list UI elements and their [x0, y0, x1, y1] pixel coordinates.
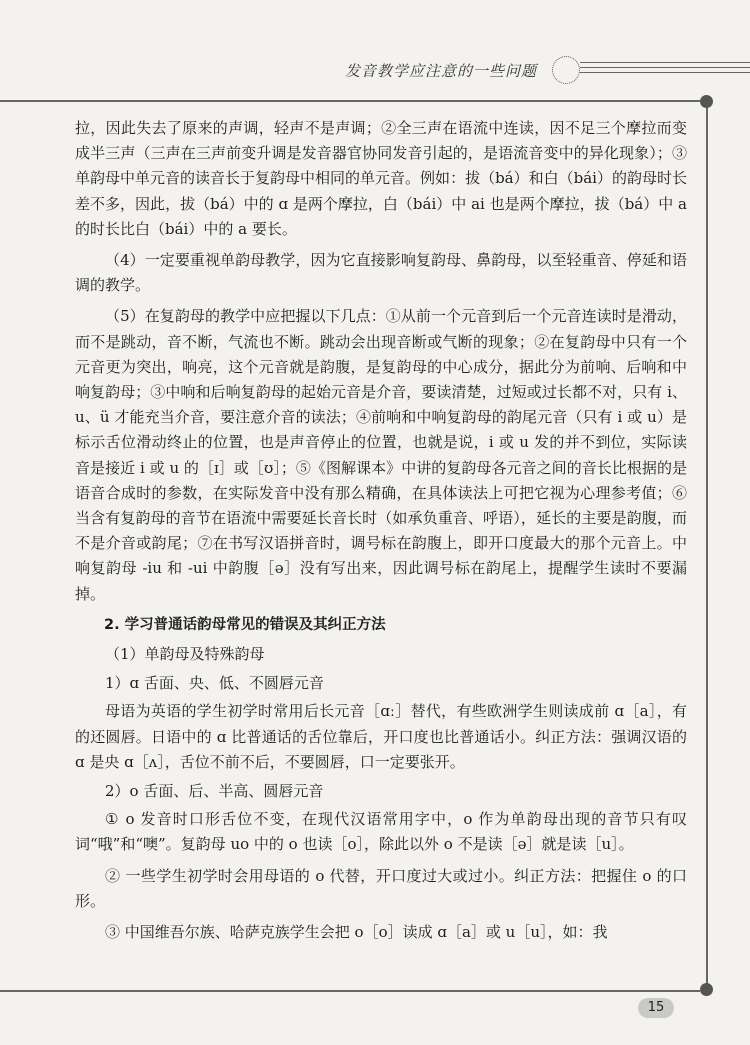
paragraph-o-1: ① o 发音时口形舌位不变，在现代汉语常用字中，o 作为单韵母出现的音节只有叹词“哦”和“噢”。复韵母 uo 中的 o 也读［o］，除此以外 o 不是读［ə］就是读［u］。 [75, 810, 687, 854]
paragraph-continuation: 拉，因此失去了原来的声调，轻声不是声调；②全三声在语流中连读，因不足三个摩拉而变成半三声（三声在三声前变升调是发音器官协同发音引起的，是语流音变中的异化现象）；③单韵母中单元音的读音长于复韵母中相同的单元音。例如：拔（bá）和白（bái）的韵母时长差不多，因此，拔（bá）中的 ɑ 是两个摩拉，白（bái）中 ai 也是两个摩拉，拔（bá）中 a 的时长比白（bái）中的 a 要长。 [75, 119, 687, 238]
section-heading: 2. 学习普通话韵母常见的错误及其纠正方法 [104, 616, 386, 633]
paragraph-o-2: ② 一些学生初学时会用母语的 o 代替，开口度过大或过小。纠正方法：把握住 o 的口形。 [75, 866, 687, 910]
item-heading-o: 2）o 舌面、后、半高、圆唇元音 [105, 782, 324, 801]
page-number-badge: 15 [638, 998, 674, 1018]
item-heading-a: 1）ɑ 舌面、央、低、不圆唇元音 [105, 674, 324, 693]
subsection-heading: （1）单韵母及特殊韵母 [105, 645, 265, 664]
header-decorative-lines [580, 62, 750, 77]
running-header-title: 发音教学应注意的一些问题 [345, 62, 538, 80]
paragraph-point-5: （5）在复韵母的教学中应把握以下几点：①从前一个元音到后一个元音连读时是滑动，而不是跳动，音不断，气流也不断。跳动会出现音断或气断的现象；②在复韵母中只有一个元音更为突出，响亮，这个元音就是韵腹，是复韵母的中心成分，据此分为前响、后响和中响复韵母；③中响和后响复韵母的起始元音是介音，要读清楚，过短或过长都不对，只有 i、u、ü 才能充当介音，要注意介音的读法；④前响和中响复韵母的韵尾元音（只有 i 或 u）是标示舌位滑动终止的位置，也是声音停止的位置，也就是说，i 或 u 发的并不到位，实际读音是接近 i 或 u 的［ɪ］或［ʊ］；⑤《图解课本》中讲的复韵母各元音之间的音长比根据的是语音合成时的参数，在实际发音中没有那么精确，在具体读法上可把它视为心理参考值；⑥当含有复韵母的音节在语流中需要延长音长时（如承负重音、呼语），延长的主要是韵腹，而不是介音或韵尾；⑦在书写汉语拼音时，调号标在韵腹上，即开口度最大的那个元音上。中响复韵母 -iu 和 -ui 中韵腹［ə］没有写出来，因此调号标在韵尾上，提醒学生读时不要漏掉。 [75, 307, 687, 603]
body-text [75, 116, 687, 945]
paragraph-point-4: （4）一定要重视单韵母教学，因为它直接影响复韵母、鼻韵母，以至轻重音、停延和语调的教学。 [75, 251, 687, 295]
corner-dot-top [700, 95, 713, 108]
right-rule-line [706, 108, 708, 984]
paragraph-o-3: ③ 中国维吾尔族、哈萨克族学生会把 o［o］读成 ɑ［a］或 u［u］，如：我 [105, 923, 608, 942]
corner-dot-bottom [700, 983, 713, 996]
paragraph-a: 母语为英语的学生初学时常用后长元音［ɑː］替代，有些欧洲学生则读成前 ɑ［a］，有的还圆唇。日语中的 ɑ 比普通话的舌位靠后，开口度也比普通话小。纠正方法：强调汉语的 ɑ 是央 ɑ［ʌ］，舌位不前不后，不要圆唇，口一定要张开。 [75, 702, 687, 771]
header-dotted-circle-ornament [552, 56, 580, 84]
top-rule-line [0, 100, 700, 102]
bottom-rule-line [0, 990, 700, 992]
